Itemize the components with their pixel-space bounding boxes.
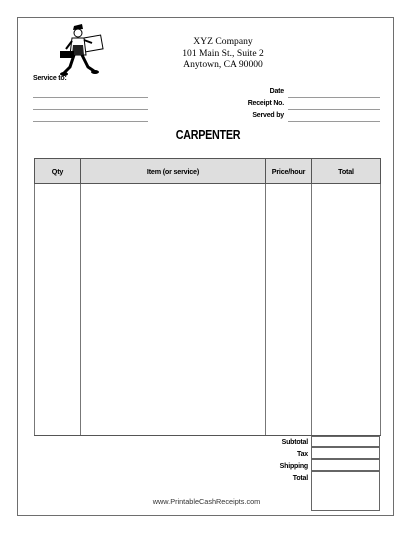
company-name: XYZ Company (193, 36, 253, 47)
service-to-line-3[interactable] (33, 121, 148, 122)
service-to-label: Service to: (33, 75, 67, 82)
qty-cell[interactable] (35, 184, 81, 436)
page-title: CARPENTER (175, 128, 241, 142)
date-field[interactable] (288, 97, 380, 98)
subtotal-label: Subtotal (281, 439, 308, 446)
served-by-field[interactable] (288, 121, 380, 122)
column-header-item: Item (or service) (81, 159, 266, 184)
shipping-label: Shipping (279, 463, 308, 470)
date-label: Date (269, 88, 284, 95)
total-label: Total (292, 475, 308, 482)
service-to-line-1[interactable] (33, 97, 148, 98)
shipping-field[interactable] (311, 459, 380, 471)
column-header-price-hour: Price/hour (266, 159, 312, 184)
company-address-line2: Anytown, CA 90000 (183, 59, 263, 71)
service-to-line-2[interactable] (33, 109, 148, 110)
price-hour-cell[interactable] (266, 184, 312, 436)
receipt-no-label: Receipt No. (247, 100, 284, 107)
footer-url: www.PrintableCashReceipts.com (152, 497, 261, 506)
tax-field[interactable] (311, 447, 380, 459)
table-header-row (35, 159, 381, 184)
receipt-no-field[interactable] (288, 109, 380, 110)
total-cell[interactable] (312, 184, 381, 436)
served-by-label: Served by (252, 112, 284, 119)
company-block (143, 36, 303, 71)
company-address-line1: 101 Main St., Suite 2 (182, 47, 264, 59)
subtotal-field[interactable] (311, 436, 380, 447)
table-row (35, 184, 381, 436)
items-table (34, 158, 381, 436)
column-header-qty: Qty (35, 159, 81, 184)
tax-label: Tax (297, 451, 308, 458)
receipt-page (17, 17, 394, 516)
column-header-total: Total (312, 159, 381, 184)
item-cell[interactable] (81, 184, 266, 436)
